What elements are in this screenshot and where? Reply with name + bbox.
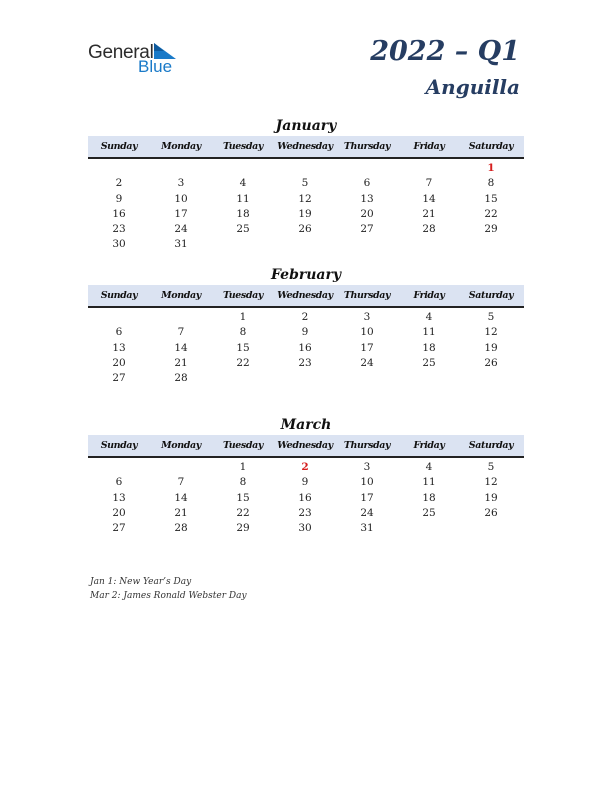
day-cell: 13 — [112, 491, 126, 504]
day-cell — [88, 310, 150, 325]
day-cell: 3 — [363, 311, 371, 323]
day-cell: 5 — [301, 177, 309, 190]
day-cell: 20 — [112, 356, 126, 369]
day-cell: 7 — [177, 326, 185, 339]
day-cell: 11 — [422, 326, 436, 339]
week-row — [88, 237, 524, 252]
day-cell: 25 — [236, 223, 250, 236]
day-cell: 24 — [360, 506, 374, 519]
day-grid — [88, 159, 524, 253]
weekday-label: Thursday — [343, 440, 391, 451]
weekday-header-row — [88, 285, 524, 308]
day-cell: 23 — [298, 506, 312, 519]
weekday-label: Sunday — [100, 440, 138, 451]
day-cell: 9 — [301, 476, 309, 489]
day-cell: 14 — [422, 192, 436, 205]
day-cell: 9 — [301, 326, 309, 339]
weekday-label: Wednesday — [277, 290, 333, 301]
day-cell: 22 — [484, 207, 498, 220]
day-grid — [88, 308, 524, 386]
day-cell: 24 — [360, 356, 374, 369]
day-cell: 30 — [112, 238, 126, 251]
weekday-label: Friday — [413, 290, 445, 301]
day-cell: 14 — [174, 491, 188, 504]
day-cell: 16 — [112, 207, 126, 220]
weekday-header-row — [88, 435, 524, 458]
day-cell: 21 — [174, 506, 188, 519]
logo-text-blue: Blue — [138, 57, 173, 76]
day-cell — [336, 371, 398, 386]
day-cell: 18 — [422, 341, 436, 354]
month-name: January — [275, 118, 337, 134]
day-cell: 1 — [239, 461, 247, 473]
day-cell: 28 — [174, 522, 188, 535]
day-cell: 31 — [360, 522, 374, 535]
weekday-label: Tuesday — [222, 440, 263, 451]
day-grid — [88, 458, 524, 536]
day-cell — [274, 237, 336, 252]
day-cell: 26 — [484, 356, 498, 369]
day-cell: 4 — [425, 461, 433, 473]
day-cell: 25 — [422, 506, 436, 519]
month-name: March — [280, 417, 332, 433]
day-cell: 19 — [298, 207, 312, 220]
holiday-day-cell: 1 — [487, 162, 495, 174]
day-cell: 1 — [239, 311, 247, 323]
day-cell: 10 — [174, 192, 188, 205]
day-cell: 6 — [115, 326, 123, 339]
day-cell — [398, 371, 460, 386]
day-cell — [398, 161, 460, 176]
week-row — [88, 207, 524, 222]
day-cell: 24 — [174, 223, 188, 236]
day-cell: 18 — [422, 491, 436, 504]
day-cell: 16 — [298, 341, 312, 354]
day-cell: 19 — [484, 491, 498, 504]
day-cell — [212, 161, 274, 176]
day-cell — [398, 521, 460, 536]
day-cell — [398, 237, 460, 252]
weekday-label: Monday — [161, 440, 201, 451]
day-cell — [212, 237, 274, 252]
day-cell: 10 — [360, 476, 374, 489]
day-cell: 15 — [484, 192, 498, 205]
day-cell: 12 — [298, 192, 312, 205]
weekday-label: Thursday — [343, 290, 391, 301]
week-row — [88, 161, 524, 176]
day-cell: 5 — [487, 311, 495, 323]
day-cell: 8 — [239, 326, 247, 339]
day-cell — [336, 237, 398, 252]
weekday-label: Saturday — [468, 290, 514, 301]
day-cell: 5 — [487, 461, 495, 473]
weekday-header-row — [88, 136, 524, 159]
day-cell: 22 — [236, 506, 250, 519]
day-cell: 18 — [236, 207, 250, 220]
weekday-label: Tuesday — [222, 290, 263, 301]
country-name: Anguilla — [425, 75, 520, 99]
day-cell: 11 — [236, 192, 250, 205]
day-cell: 9 — [115, 192, 123, 205]
day-cell: 4 — [239, 177, 247, 190]
week-row — [88, 341, 524, 356]
day-cell: 28 — [422, 223, 436, 236]
day-cell — [88, 460, 150, 475]
weekday-label: Sunday — [100, 141, 138, 152]
month-calendar-january — [88, 117, 524, 253]
day-cell: 30 — [298, 522, 312, 535]
day-cell: 21 — [422, 207, 436, 220]
day-cell: 13 — [112, 341, 126, 354]
day-cell: 6 — [363, 177, 371, 190]
day-cell: 4 — [425, 311, 433, 323]
weekday-label: Wednesday — [277, 141, 333, 152]
day-cell: 23 — [112, 223, 126, 236]
weekday-label: Tuesday — [222, 141, 263, 152]
day-cell: 12 — [484, 476, 498, 489]
weekday-label: Monday — [161, 290, 201, 301]
week-row — [88, 475, 524, 490]
holiday-day-cell: 2 — [301, 461, 309, 473]
week-row — [88, 356, 524, 371]
weekday-label: Friday — [413, 440, 445, 451]
day-cell: 2 — [301, 311, 309, 323]
week-row — [88, 222, 524, 237]
day-cell — [150, 161, 212, 176]
week-row — [88, 521, 524, 536]
day-cell: 6 — [115, 476, 123, 489]
day-cell — [274, 371, 336, 386]
month-name: February — [270, 267, 341, 283]
day-cell: 15 — [236, 341, 250, 354]
weekday-label: Wednesday — [277, 440, 333, 451]
weekday-label: Friday — [413, 141, 445, 152]
day-cell: 21 — [174, 356, 188, 369]
day-cell: 3 — [177, 177, 185, 190]
day-cell: 27 — [112, 522, 126, 535]
day-cell — [150, 310, 212, 325]
week-row — [88, 310, 524, 325]
day-cell: 16 — [298, 491, 312, 504]
weekday-label: Saturday — [468, 440, 514, 451]
day-cell — [88, 161, 150, 176]
day-cell: 8 — [487, 177, 495, 190]
day-cell: 20 — [360, 207, 374, 220]
day-cell: 15 — [236, 491, 250, 504]
holiday-note: Jan 1: New Year’s Day — [90, 577, 192, 587]
week-row — [88, 506, 524, 521]
day-cell: 27 — [112, 372, 126, 385]
day-cell: 7 — [425, 177, 433, 190]
day-cell: 26 — [298, 223, 312, 236]
day-cell — [460, 371, 522, 386]
week-row — [88, 192, 524, 207]
day-cell: 10 — [360, 326, 374, 339]
day-cell: 17 — [174, 207, 188, 220]
day-cell: 2 — [115, 177, 123, 190]
day-cell: 29 — [484, 223, 498, 236]
week-row — [88, 491, 524, 506]
day-cell: 23 — [298, 356, 312, 369]
weekday-label: Thursday — [343, 141, 391, 152]
day-cell: 25 — [422, 356, 436, 369]
weekday-label: Sunday — [100, 290, 138, 301]
day-cell: 14 — [174, 341, 188, 354]
day-cell: 8 — [239, 476, 247, 489]
generalblue-logo — [88, 42, 188, 76]
day-cell: 22 — [236, 356, 250, 369]
day-cell: 11 — [422, 476, 436, 489]
page-title: 2022 – Q1 — [370, 36, 520, 67]
weekday-label: Saturday — [468, 141, 514, 152]
day-cell — [274, 161, 336, 176]
day-cell: 13 — [360, 192, 374, 205]
week-row — [88, 176, 524, 191]
holiday-note: Mar 2: James Ronald Webster Day — [90, 590, 247, 601]
day-cell: 26 — [484, 506, 498, 519]
day-cell: 31 — [174, 238, 188, 251]
day-cell: 12 — [484, 326, 498, 339]
day-cell: 7 — [177, 476, 185, 489]
day-cell: 29 — [236, 522, 250, 535]
day-cell: 17 — [360, 341, 374, 354]
day-cell: 20 — [112, 506, 126, 519]
day-cell: 27 — [360, 223, 374, 236]
day-cell: 19 — [484, 341, 498, 354]
week-row — [88, 371, 524, 386]
day-cell — [150, 460, 212, 475]
holiday-notes — [90, 576, 247, 603]
weekday-label: Monday — [161, 141, 201, 152]
logo-text-general: General — [88, 42, 154, 63]
week-row — [88, 325, 524, 340]
day-cell: 28 — [174, 372, 188, 385]
day-cell — [336, 161, 398, 176]
month-calendar-february — [88, 266, 524, 386]
day-cell: 17 — [360, 491, 374, 504]
day-cell — [460, 237, 522, 252]
day-cell: 3 — [363, 461, 371, 473]
week-row — [88, 460, 524, 475]
day-cell — [460, 521, 522, 536]
day-cell — [212, 371, 274, 386]
month-calendar-march — [88, 416, 524, 536]
